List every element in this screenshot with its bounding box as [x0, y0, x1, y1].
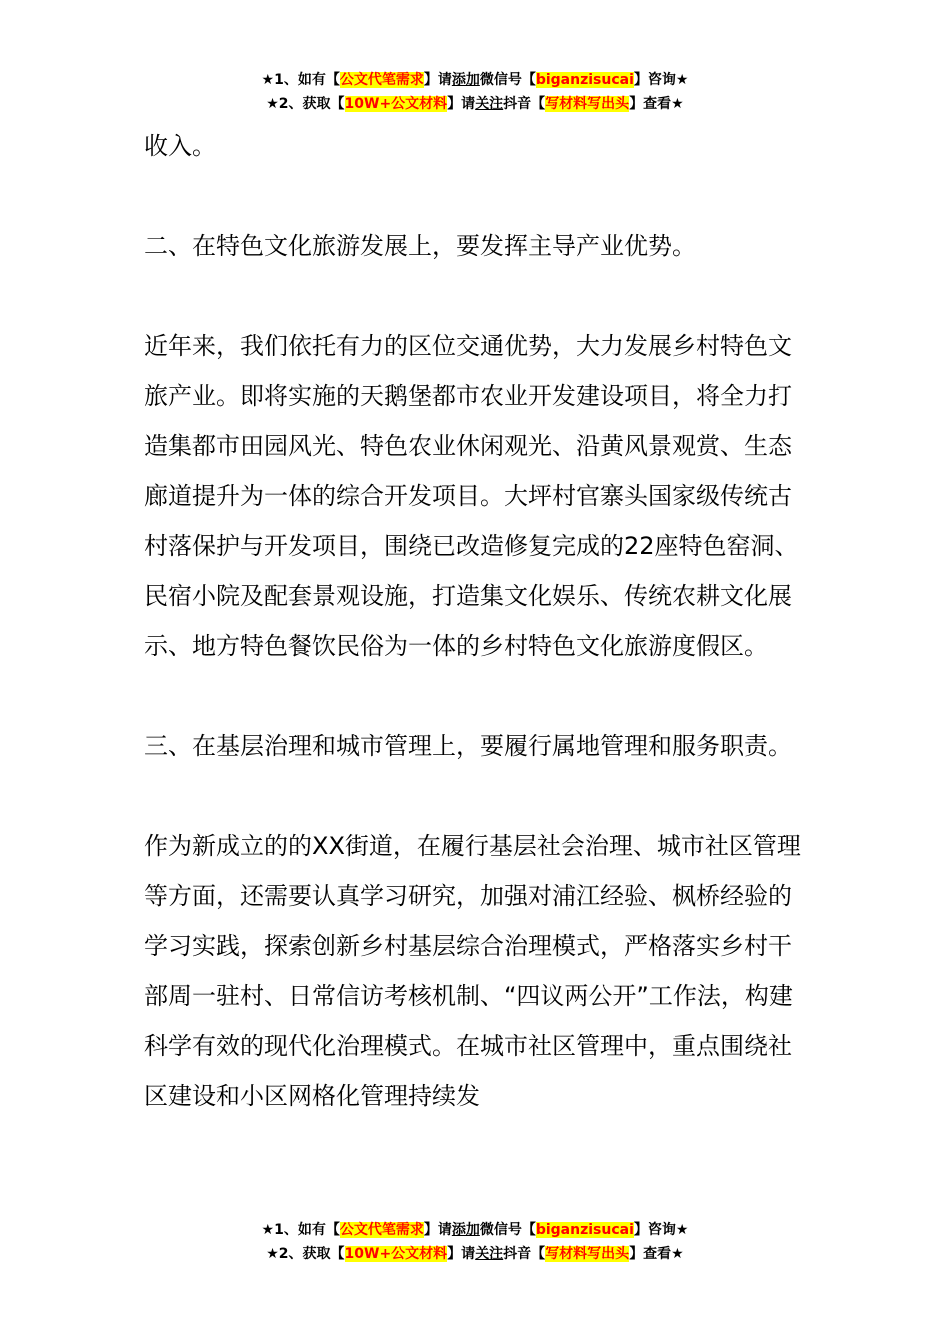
- paragraph-governance: 作为新成立的的XX街道，在履行基层社会治理、城市社区管理等方面，还需要认真学习研究，加强对浦江经验、枫桥经验的学习实践，探索创新乡村基层综合治理模式，严格落实乡村干部周一驻村、日常信访考核机制、“四议两公开”工作法，构建科学有效的现代化治理模式。在城市社区管理中，重点围绕社区建设和小区网格化管理持续发: [144, 832, 801, 1110]
- banner-line-2: ★2、获取【10W+公文材料】请关注抖音【写材料写出头】查看★: [266, 96, 684, 112]
- highlight-service: 公文代笔需求: [339, 72, 424, 88]
- paragraph-tourism: 近年来，我们依托有力的区位交通优势，大力发展乡村特色文旅产业。即将实施的天鹅堡都市农业开发建设项目，将全力打造集都市田园风光、特色农业休闲观光、沿黄风景观赏、生态廊道提升为一体的综合开发项目。大坪村官寨头国家级传统古村落保护与开发项目，围绕已改造修复完成的22座特色窑洞、民宿小院及配套景观设施，打造集文化娱乐、传统农耕文化展示、地方特色餐饮民俗为一体的乡村特色文化旅游度假区。: [144, 332, 799, 660]
- highlight-douyin-id: 写材料写出头: [545, 96, 630, 112]
- highlight-wechat-id: biganzisucai: [535, 72, 634, 88]
- header-banner: [0, 68, 950, 116]
- section-heading-3: 三、在基层治理和城市管理上，要履行属地管理和服务职责。: [144, 732, 792, 760]
- paragraph-continuation: 收入。: [144, 132, 216, 160]
- banner-line-1: ★1、如有【公文代笔需求】请添加微信号【biganzisucai】咨询★: [261, 72, 689, 88]
- section-heading-2: 二、在特色文化旅游发展上，要发挥主导产业优势。: [144, 232, 696, 260]
- highlight-materials: 10W+公文材料: [344, 96, 448, 112]
- footer-line-1: ★1、如有【公文代笔需求】请添加微信号【biganzisucai】咨询★: [261, 1222, 689, 1238]
- footer-line-2: ★2、获取【10W+公文材料】请关注抖音【写材料写出头】查看★: [266, 1246, 684, 1262]
- footer-banner: [0, 1218, 950, 1266]
- document-body: [144, 121, 808, 1121]
